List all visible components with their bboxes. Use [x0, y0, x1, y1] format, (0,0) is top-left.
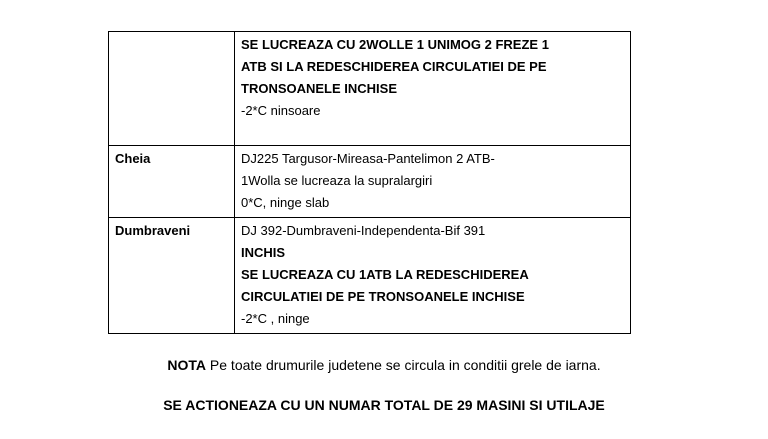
status-line: 1Wolla se lucreaza la supralargiri [241, 173, 433, 188]
table-row [109, 32, 631, 146]
status-line: DJ225 Targusor-Mireasa-Pantelimon 2 ATB- [241, 151, 495, 166]
status-line: SE LUCREAZA CU 1ATB LA REDESCHIDEREA [241, 267, 529, 282]
locality-cell: Dumbraveni [109, 218, 235, 334]
status-line: SE LUCREAZA CU 2WOLLE 1 UNIMOG 2 FREZE 1 [241, 37, 549, 52]
status-line: INCHIS [241, 245, 286, 260]
status-cell [235, 146, 631, 218]
table-row [109, 146, 631, 218]
summary-text: SE ACTIONEAZA CU UN NUMAR TOTAL DE 29 MASINI SI UTILAJE [163, 397, 605, 413]
nota-text: Pe toate drumurile judetene se circula in conditii grele de iarna. [206, 357, 601, 373]
locality-cell [109, 32, 235, 146]
nota-paragraph [0, 355, 768, 375]
status-cell [235, 32, 631, 146]
table-row [109, 218, 631, 334]
status-line: -2*C ninsoare [241, 103, 321, 118]
nota-label: NOTA [167, 357, 207, 373]
status-line: CIRCULATIEI DE PE TRONSOANELE INCHISE [241, 289, 525, 304]
status-line: 0*C, ninge slab [241, 195, 330, 210]
status-line: -2*C , ninge [241, 311, 310, 326]
road-status-table [108, 31, 631, 334]
status-line: DJ 392-Dumbraveni-Independenta-Bif 391 [241, 223, 486, 238]
status-cell [235, 218, 631, 334]
status-line: ATB SI LA REDESCHIDEREA CIRCULATIEI DE PE [241, 59, 547, 74]
status-line: TRONSOANELE INCHISE [241, 81, 398, 96]
locality-cell: Cheia [109, 146, 235, 218]
